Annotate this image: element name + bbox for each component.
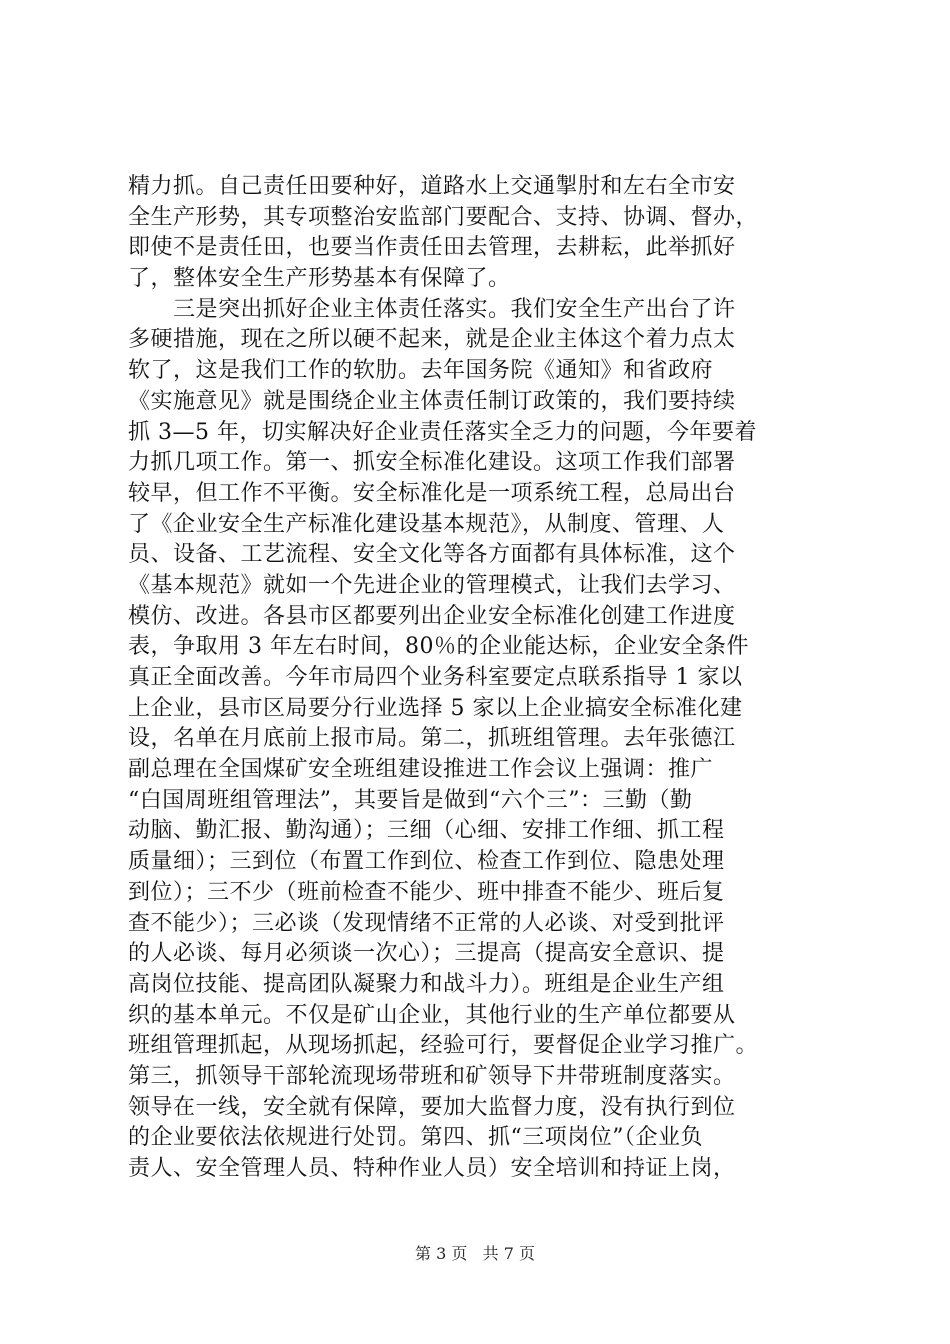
text-line: 精力抓。自己责任田要种好，道路水上交通掣肘和左右全市安 xyxy=(128,174,736,199)
text-line: 表，争取用 3 年左右时间，80％的企业能达标，企业安全条件 xyxy=(128,634,749,660)
text-line: 《基本规范》就如一个先进企业的管理模式，让我们去学习、 xyxy=(128,572,736,598)
total-pages: 共 7 页 xyxy=(482,1244,535,1263)
text-line: 了《企业安全生产标准化建设基本规范》，从制度、管理、人 xyxy=(128,511,725,537)
text-line: 动脑、勤汇报、勤沟通）；三细（心细、安排工作细、抓工程 xyxy=(128,818,725,844)
text-line: 的人必谈、每月必须谈一次心）；三提高（提高安全意识、提 xyxy=(128,941,725,967)
text-line: 模仿、改进。各县市区都要列出企业安全标准化创建工作进度 xyxy=(128,603,736,629)
footer-spacer xyxy=(472,1244,477,1263)
text-line: 第三，抓领导干部轮流现场带班和矿领导下井带班制度落实。 xyxy=(128,1063,736,1089)
text-line: 质量细）；三到位（布置工作到位、检查工作到位、隐患处理 xyxy=(128,849,725,875)
text-line: 较早，但工作不平衡。安全标准化是一项系统工程，总局出台 xyxy=(128,480,736,506)
text-line: “白国周班组管理法”，其要旨是做到“六个三”：三勤（勤 xyxy=(128,787,693,813)
text-line: 班组管理抓起，从现场抓起，经验可行，要督促企业学习推广。 xyxy=(128,1033,759,1059)
text-line: 查不能少）；三必谈（发现情绪不正常的人必谈、对受到批评 xyxy=(128,910,725,936)
text-line: 全生产形势，其专项整治安监部门要配合、支持、协调、督办， xyxy=(128,204,759,230)
body-text xyxy=(128,172,848,1185)
text-line: 到位）；三不少（班前检查不能少、班中排查不能少、班后复 xyxy=(128,879,725,905)
text-line: 的企业要依法依规进行处罚。第四、抓“三项岗位”（企业负 xyxy=(128,1125,703,1151)
text-line: 上企业，县市区局要分行业选择 5 家以上企业搞安全标准化建 xyxy=(128,695,743,721)
page-footer xyxy=(0,1244,950,1264)
text-line: 高岗位技能、提高团队凝聚力和战斗力）。班组是企业生产组 xyxy=(128,971,725,997)
text-line: 三是突出抓好企业主体责任落实。我们安全生产出台了许 xyxy=(128,296,736,322)
text-line: 设，名单在月底前上报市局。第二，抓班组管理。去年张德江 xyxy=(128,726,736,752)
text-line: 织的基本单元。不仅是矿山企业，其他行业的生产单位都要从 xyxy=(128,1002,736,1028)
text-line: 力抓几项工作。第一、抓安全标准化建设。这项工作我们部署 xyxy=(128,450,736,476)
text-line: 即使不是责任田，也要当作责任田去管理，去耕耘，此举抓好 xyxy=(128,235,736,261)
text-line: 多硬措施，现在之所以硬不起来，就是企业主体这个着力点太 xyxy=(128,327,736,353)
text-line: 领导在一线，安全就有保障，要加大监督力度，没有执行到位 xyxy=(128,1094,736,1120)
text-line: 抓 3—5 年，切实解决好企业责任落实全乏力的问题，今年要着 xyxy=(128,419,757,445)
text-line: 真正全面改善。今年市局四个业务科室要定点联系指导 1 家以 xyxy=(128,665,743,690)
text-line: 软了，这是我们工作的软肋。去年国务院《通知》和省政府 xyxy=(128,358,714,384)
page-number: 第 3 页 xyxy=(415,1244,468,1263)
text-line: 责人、安全管理人员、特种作业人员）安全培训和持证上岗， xyxy=(128,1156,736,1181)
text-line: 《实施意见》就是围绕企业主体责任制订政策的，我们要持续 xyxy=(128,388,736,414)
text-line: 员、设备、工艺流程、安全文化等各方面都有具体标准，这个 xyxy=(128,542,736,568)
text-line: 副总理在全国煤矿安全班组建设推进工作会议上强调：推广 xyxy=(128,757,714,783)
text-line: 了，整体安全生产形势基本有保障了。 xyxy=(128,266,511,292)
